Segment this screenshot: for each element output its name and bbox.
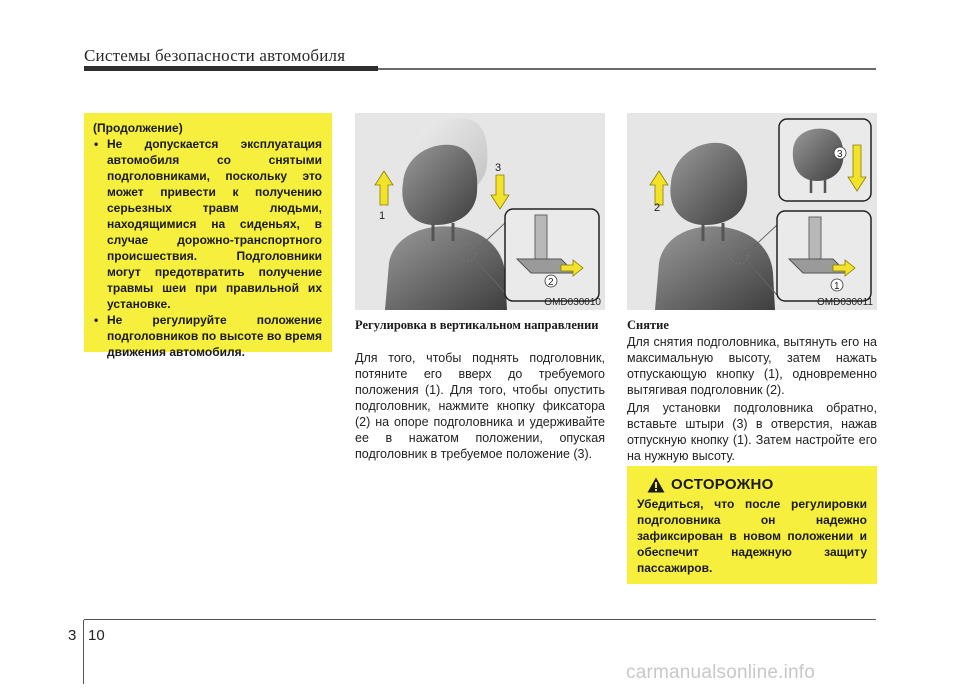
footer-divider: [83, 620, 84, 684]
chapter-number: 3: [68, 627, 77, 644]
page-number: 10: [88, 627, 105, 644]
figure2-label-1: 1: [834, 281, 840, 292]
section-body-height-adjustment: [355, 350, 605, 464]
figure1-label-1: 1: [379, 210, 386, 222]
figure1-label-3: 3: [495, 162, 502, 174]
section2-paragraph-1: Для снятия подголовника, вытянуть его на максимальную высоту, затем нажать отпускающую кнопку (1), одновременно вытягивая подголовник (2).: [627, 335, 877, 397]
figure1-code: OMD030010: [544, 297, 601, 308]
note-item-2: • Не регулируйте положение подголовников по высоте во время движения автомобиля.: [93, 312, 322, 360]
figure-height-adjustment: [355, 113, 605, 310]
watermark: carmanualsonline.info: [626, 662, 816, 683]
continuation-note: [84, 113, 332, 359]
footer-rule: [84, 619, 876, 620]
section-title-height-adjustment: Регулировка в вертикальном направлении: [355, 318, 599, 332]
figure1-label-2: 2: [548, 277, 554, 288]
headrest-removal-illustration: [627, 113, 877, 310]
note-heading: (Продолжение): [93, 121, 183, 135]
figure2-label-3: 3: [837, 149, 843, 160]
warning-text: Убедиться, что после регулировки подголовника он надежно зафиксирован в новом положении и обеспечит надежную защиту пассажиров.: [637, 497, 867, 575]
page-header-title: Системы безопасности автомобиля: [84, 46, 346, 65]
header-rule-thick: [84, 66, 378, 71]
section-body-removal: [627, 334, 877, 466]
warning-title: ОСТОРОЖНО: [671, 476, 774, 493]
figure2-label-2: 2: [654, 202, 661, 214]
section1-paragraph: Для того, чтобы поднять подголовник, потяните его вверх до требуемого положения (1). Для того, чтобы опустить подголовник, нажмите кнопку фиксатора (2) на опоре подголовника и удерживайте ее в нажатом положении, опуская подголовник в требуемое положение (3).: [355, 351, 605, 461]
header-rule-thin: [378, 68, 876, 70]
headrest-adjust-illustration: [355, 113, 605, 310]
warning-triangle-icon: [647, 477, 665, 493]
warning-box: [627, 466, 877, 584]
note-item-1: • Не допускается эксплуатация автомобиля со снятыми подголовниками, поскольку это может привести к получению серьезных травм людьми, находящимися на сиденьях, в случае дорожно-транспортного происшествия. Подголовники могут предотвратить получение травмы шеи при правильной их установке.: [93, 136, 322, 312]
warning-header: [647, 476, 867, 493]
figure-removal: [627, 113, 877, 310]
section-title-removal: Снятие: [627, 318, 669, 332]
section2-paragraph-2: Для установки подголовника обратно, вставьте штыри (3) в отверстия, нажав отпускную кнопку (1). Затем настройте его на нужную высоту.: [627, 401, 877, 463]
figure2-code: OMD030011: [817, 297, 873, 308]
